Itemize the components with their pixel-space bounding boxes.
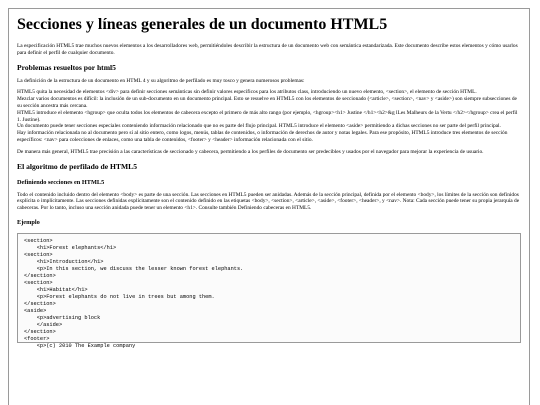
code-line: <p>advertising block	[24, 314, 101, 321]
intro-paragraph: La especificación HTML5 trae muchos nuevos elementos a los desarrolladores web, permitiéndoles describir la estructura de un documento web con semántica estandarizada. Este documento describe estos elementos y cómo usarlos para definir el perfil de cualquier documento.	[17, 43, 518, 56]
code-line: <h1>Forest elephants</h1>	[24, 244, 117, 251]
problem-item: Un documento puede tener secciones especiales conteniendo información relacionado que no es parte del flujo principal. HTML5 introduce el elemento <aside> permitiendo a dichas secciones no ser parte del perfil principal.	[17, 123, 501, 130]
document-page	[8, 8, 530, 405]
defining-sections-paragraph: Todo el contenido incluido dentro del elemento <body> es parte de una sección. Las secciones en HTML5 pueden ser anidadas. Además de la sección principal, definida por el elemento <body>, los límites de la sección son definidos explícita o implícitamente. Las secciones definidas explícitamente son el contenido definido en las etiquetas <body>, <section>, <article>, <aside>, <footer>, <header>, y <nav>. Nota: Cada sección puede tener su propia jerarquía de cabeceras. Por lo tanto, incluso una sección anidada puede tener un elemento <h1>. Consulte también Definiendo cabeceras en HTML5.	[17, 191, 520, 212]
code-line: <p>In this section, we discuss the lesser known forest elephants.	[24, 265, 244, 272]
code-line: </section>	[24, 300, 56, 307]
code-line: <h1>Introduction</h1>	[24, 258, 104, 265]
code-line: </aside>	[24, 321, 63, 328]
code-line: <footer>	[24, 335, 50, 342]
code-line: </section>	[24, 272, 56, 279]
code-line: <section>	[24, 251, 53, 258]
problems-list	[17, 89, 521, 143]
code-example-block	[17, 233, 521, 349]
subheading-defining-sections: Definiendo secciones en HTML5	[17, 178, 105, 186]
problem-item: Mezclar varios documentos es difícil: la inclusión de un sub-documento en un documento principal. Esto se resuelve en HTML5 con los elementos de seccionado (<article>, <section>, <nav> y <aside>) son siempre subsecciones de su sección ancestra más cercana.	[17, 96, 517, 109]
problems-intro-paragraph: La definición de la estructura de un documento en HTML 4 y su algoritmo de perfilado es muy tosco y genera numerosos problemas:	[17, 77, 305, 84]
code-line: <aside>	[24, 307, 47, 314]
code-line: <p>(c) 2010 The Example company	[24, 342, 136, 349]
problem-item: Hay información relacionada no al documento pero sí al sitio entero, como logos, menús, tablas de contenidos, o información de derechos de autor y notas legales. Para ese propósito, HTML5 introduce tres elementos de sección específicos: <nav> para colecciones de enlaces, como una tabla de contenidos, <footer> y <header> información relacionada con el sitio.	[17, 130, 508, 143]
summary-paragraph: De manera más general, HTML5 trae precisión a las características de seccionado y cabecera, permitiendo a los perfiles de documento ser predecibles y usados por el navegador para mejorar la experiencia de usuario.	[17, 148, 484, 155]
code-line: </section>	[24, 328, 56, 335]
code-line: <p>Forest elephants do not live in trees but among them.	[24, 293, 215, 300]
problem-item: HTML5 quita la necesidad de elementos <div> para definir secciones semánticas sin definir valores específicos para los atributos class, introduciendo un nuevo elemento, <section>, el elemento de sección HTML.	[17, 89, 477, 96]
code-line: <h1>Habitat</h1>	[24, 286, 88, 293]
document-content	[9, 9, 529, 349]
section-heading-problems: Problemas resueltos por html5	[17, 62, 116, 72]
problem-item: HTML5 introduce el elemento <hgroup> que oculta todos los elementos de cabecera excepto el primero de más alto rango (por ejemplo, <hgroup><h1> Justine </h1><h2>&g lLes Malheurs de la Vertu </h2></hgroup> crea el perfil 1. Justine).	[17, 109, 518, 123]
code-line: <section>	[24, 279, 53, 286]
example-heading: Ejemplo	[17, 218, 40, 226]
page-title: Secciones y líneas generales de un documento HTML5	[17, 16, 388, 33]
section-heading-algorithm: El algoritmo de perfilado de HTML5	[17, 161, 138, 171]
code-line: <section>	[24, 237, 53, 244]
